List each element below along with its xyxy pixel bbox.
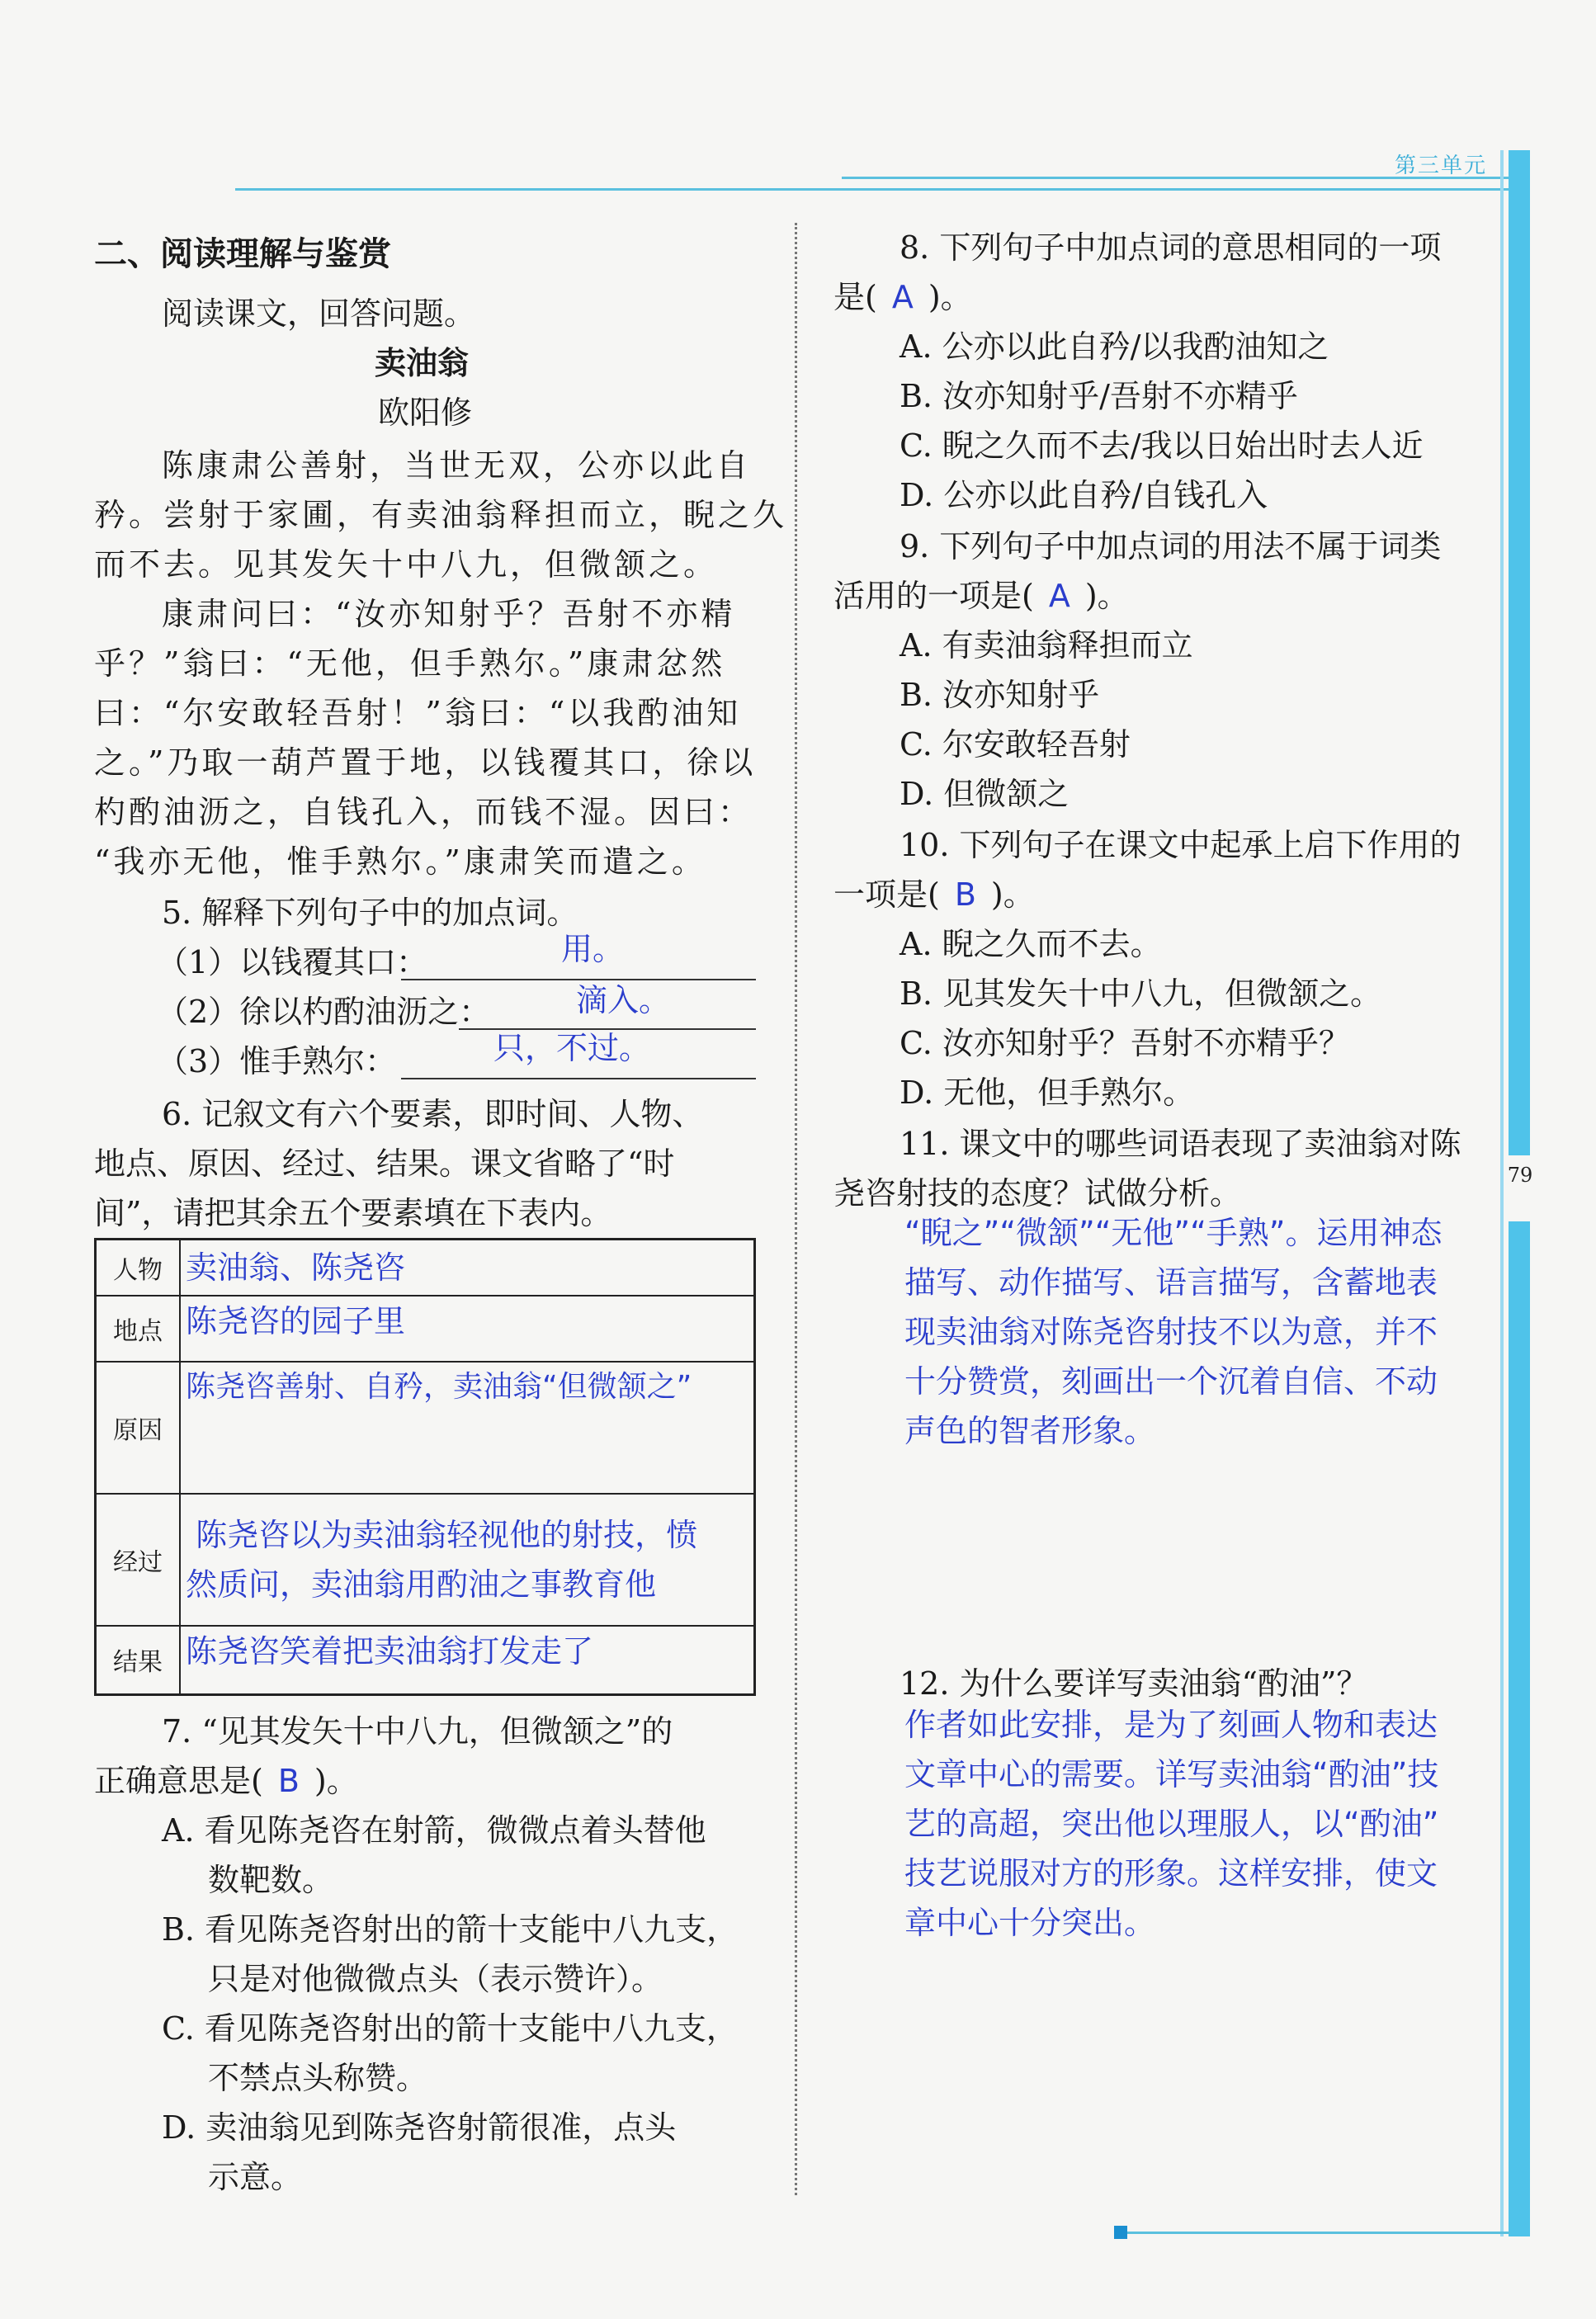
table-key: 地点 xyxy=(96,1296,181,1362)
q11-answer-line: 十分赞赏，刻画出一个沉着自信、不动 xyxy=(904,1363,1438,1400)
table-row xyxy=(96,1626,755,1695)
passage-line: 曰：“尔安敢轻吾射！”翁曰：“以我酌油知 xyxy=(94,695,742,731)
q5-item-1-answer: 用。 xyxy=(561,931,625,967)
q9-option: A. 有卖油翁释担而立 xyxy=(900,627,1193,664)
q6-line: 地点、原因、经过、结果。课文省略了“时 xyxy=(94,1145,675,1182)
table-row xyxy=(96,1296,755,1362)
side-bar-upper xyxy=(1509,150,1530,1155)
q10-line-2 xyxy=(833,870,1035,919)
footer-rule xyxy=(1122,2232,1510,2234)
q7-close: )。 xyxy=(314,1763,358,1799)
table-key: 人物 xyxy=(96,1240,181,1296)
q7-option-cont: 只是对他微微点头（表示赞许）。 xyxy=(208,1961,663,1997)
q11-answer-line: “睨之”“微颔”“无他”“手熟”。运用神态 xyxy=(904,1215,1443,1251)
table-key: 经过 xyxy=(96,1494,181,1626)
q8-line-2 xyxy=(833,272,972,322)
q8-option: C. 睨之久而不去/我以日始出时去人近 xyxy=(900,427,1424,464)
table-key: 结果 xyxy=(96,1626,181,1695)
q5-answer-line xyxy=(401,1078,756,1079)
q9-answer: A xyxy=(1048,578,1070,614)
table-row xyxy=(96,1362,755,1494)
table-row xyxy=(96,1240,755,1296)
q9-line-2 xyxy=(833,571,1129,621)
page-number: 79 xyxy=(1507,1164,1533,1187)
q8-option: A. 公亦以此自矜/以我酌油知之 xyxy=(900,328,1329,365)
q8-prompt: 是( xyxy=(833,279,877,315)
q11-answer-line: 现卖油翁对陈尧咨射技不以为意，并不 xyxy=(904,1314,1438,1350)
passage-line: 杓酌油沥之，自钱孔入，而钱不湿。因曰： xyxy=(94,794,753,830)
q8-option: B. 汝亦知射乎/吾射不亦精乎 xyxy=(900,378,1298,414)
passage-line: 陈康肃公善射，当世无双，公亦以此自 xyxy=(162,447,752,484)
passage-line: “我亦无他，惟手熟尔。”康肃笑而遣之。 xyxy=(94,843,706,880)
q10-close: )。 xyxy=(990,876,1035,913)
q7-line-2 xyxy=(94,1756,358,1806)
q5-item-2-answer: 滴入。 xyxy=(576,982,671,1018)
table-key: 原因 xyxy=(96,1362,181,1494)
unit-label: 第三单元 xyxy=(1395,153,1488,178)
q10-option: C. 汝亦知射乎？吾射不亦精乎？ xyxy=(900,1025,1350,1061)
q9-option: B. 汝亦知射乎 xyxy=(900,677,1100,713)
table-value-line: 卖油翁、陈尧咨 xyxy=(186,1249,406,1286)
q12-answer-line: 章中心十分突出。 xyxy=(904,1905,1156,1941)
table-value xyxy=(180,1626,755,1695)
q6-line: 6. 记叙文有六个要素，即时间、人物、 xyxy=(162,1096,704,1132)
table-value-line: 陈尧咨的园子里 xyxy=(186,1302,406,1339)
q12-answer-line: 艺的高超，突出他以理服人，以“酌油” xyxy=(904,1806,1439,1842)
q5-item-1-label: （1）以钱覆其口： xyxy=(157,944,428,980)
narrative-elements-table xyxy=(94,1238,756,1696)
side-bar-lower xyxy=(1509,1221,1530,2236)
instruction: 阅读课文，回答问题。 xyxy=(162,295,476,332)
q12-stem: 12. 为什么要详写卖油翁“酌油”？ xyxy=(900,1665,1368,1702)
side-rule xyxy=(1500,150,1504,2236)
q7-option: A. 看见陈尧咨在射箭，微微点着头替他 xyxy=(162,1812,706,1849)
q11-answer-line: 声色的智者形象。 xyxy=(904,1413,1156,1449)
q12-answer-line: 作者如此安排，是为了刻画人物和表达 xyxy=(904,1707,1438,1743)
q7-option-cont: 不禁点头称赞。 xyxy=(208,2060,428,2096)
q5-item-2-label: （2）徐以杓酌油沥之： xyxy=(157,994,491,1030)
q10-option: A. 睨之久而不去。 xyxy=(900,926,1162,962)
q7-option: D. 卖油翁见到陈尧咨射箭很准，点头 xyxy=(162,2109,677,2146)
q7-option-cont: 数靶数。 xyxy=(208,1862,334,1898)
q7-answer: B xyxy=(277,1763,300,1799)
footer-square xyxy=(1114,2226,1127,2239)
table-row xyxy=(96,1494,755,1626)
q10-option: B. 见其发矢十中八九，但微颔之。 xyxy=(900,975,1382,1012)
q7-prompt: 正确意思是( xyxy=(94,1763,263,1799)
q10-option: D. 无他，但手熟尔。 xyxy=(900,1074,1195,1111)
q5-item-3-answer: 只，不过。 xyxy=(493,1030,651,1066)
q6-line: 间”，请把其余五个要素填在下表内。 xyxy=(94,1195,612,1231)
q12-answer-line: 技艺说服对方的形象。这样安排，使文 xyxy=(904,1855,1438,1892)
header-rule xyxy=(235,188,1518,191)
passage-line: 康肃问曰：“汝亦知射乎？吾射不亦精 xyxy=(162,596,736,632)
table-value xyxy=(180,1494,755,1626)
article-author: 欧阳修 xyxy=(378,394,473,431)
table-value-line: 陈尧咨善射、自矜，卖油翁“但微颔之” xyxy=(186,1369,692,1404)
q8-line: 8. 下列句子中加点词的意思相同的一项 xyxy=(900,229,1442,266)
q7-option-cont: 示意。 xyxy=(208,2159,303,2195)
q10-answer: B xyxy=(954,876,976,913)
passage-line: 乎？”翁曰：“无他，但手熟尔。”康肃忿然 xyxy=(94,645,726,682)
column-divider xyxy=(795,223,797,2195)
q8-option: D. 公亦以此自矜/自钱孔入 xyxy=(900,477,1268,513)
q5-item-3-label: （3）惟手熟尔： xyxy=(157,1043,397,1079)
table-value-line: 然质问，卖油翁用酌油之事教育他 xyxy=(186,1566,657,1603)
table-value-line: 陈尧咨笑着把卖油翁打发走了 xyxy=(186,1632,594,1670)
q7-option: C. 看见陈尧咨射出的箭十支能中八九支， xyxy=(162,2010,738,2047)
table-value xyxy=(180,1362,755,1494)
passage-line: 之。”乃取一葫芦置于地，以钱覆其口，徐以 xyxy=(94,744,757,781)
article-title: 卖油翁 xyxy=(375,345,470,381)
table-value xyxy=(180,1296,755,1362)
passage-line: 矜。尝射于家圃，有卖油翁释担而立，睨之久 xyxy=(94,497,788,533)
q9-close: )。 xyxy=(1084,578,1129,614)
q9-option: C. 尔安敢轻吾射 xyxy=(900,726,1131,763)
table-value xyxy=(180,1240,755,1296)
q11-line: 11. 课文中的哪些词语表现了卖油翁对陈 xyxy=(900,1126,1461,1162)
q9-option: D. 但微颔之 xyxy=(900,776,1070,812)
q11-line: 尧咨射技的态度？试做分析。 xyxy=(833,1175,1242,1211)
q9-prompt: 活用的一项是( xyxy=(833,578,1034,614)
q10-prompt: 一项是( xyxy=(833,876,940,913)
q7-line: 7. “见其发矢十中八九，但微颔之”的 xyxy=(162,1713,673,1750)
question-5-stem: 5. 解释下列句子中的加点词。 xyxy=(162,895,578,931)
q8-answer: A xyxy=(891,279,914,315)
passage-line: 而不去。见其发矢十中八九，但微颔之。 xyxy=(94,546,719,583)
q7-option: B. 看见陈尧咨射出的箭十支能中八九支， xyxy=(162,1911,739,1948)
q10-line: 10. 下列句子在课文中起承上启下作用的 xyxy=(900,827,1461,863)
q8-close: )。 xyxy=(928,279,972,315)
q12-answer-line: 文章中心的需要。详写卖油翁“酌油”技 xyxy=(904,1756,1439,1792)
section-title: 二、阅读理解与鉴赏 xyxy=(94,235,391,273)
table-value-line: 陈尧咨以为卖油翁轻视他的射技，愤 xyxy=(186,1516,698,1553)
q11-answer-line: 描写、动作描写、语言描写，含蓄地表 xyxy=(904,1264,1438,1301)
q9-line: 9. 下列句子中加点词的用法不属于词类 xyxy=(900,528,1442,564)
